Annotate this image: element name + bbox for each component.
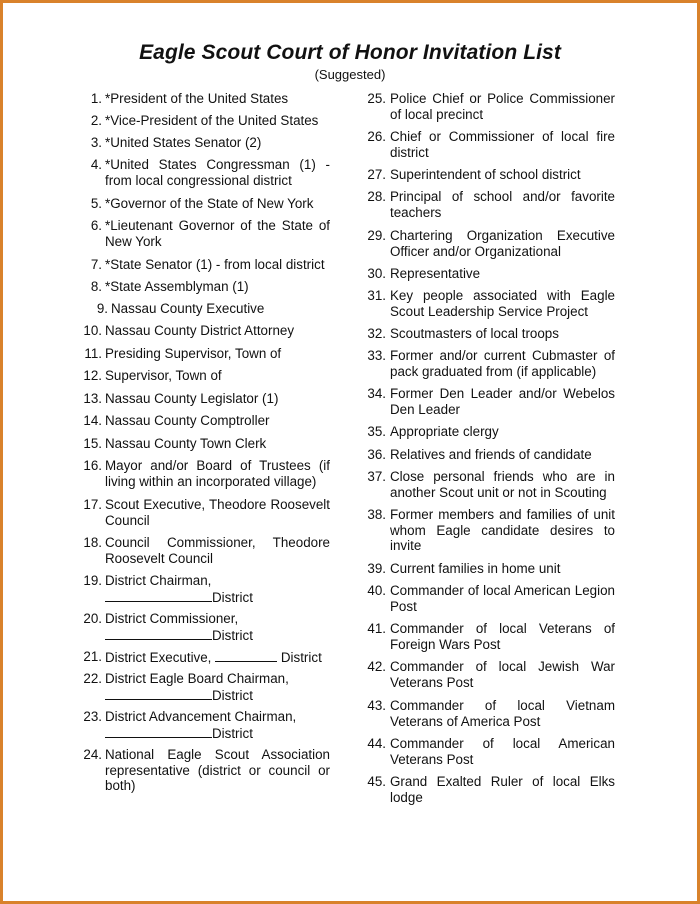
item-number: 33.: [367, 348, 386, 363]
item-text: Nassau County Executive: [111, 301, 265, 316]
item-text: Commander of local American Veterans Post: [390, 736, 615, 767]
item-number: 23.: [83, 709, 102, 724]
item-text: Nassau County Legislator (1): [105, 391, 279, 406]
item-text: *United States Congressman (1) - from local congressional district: [105, 157, 330, 188]
item-text: Commander of local Vietnam Veterans of America Post: [390, 698, 615, 729]
item-number: 18.: [83, 535, 102, 550]
item-text: *Vice-President of the United States: [105, 113, 319, 128]
item-text: District Advancement Chairman,: [105, 709, 297, 724]
item-number: 14.: [83, 413, 102, 428]
item-text: Representative: [390, 266, 481, 281]
item-number: 32.: [367, 326, 386, 341]
item-number: 44.: [367, 736, 386, 751]
item-number: 24.: [83, 747, 102, 762]
fill-in-blank: [105, 589, 212, 602]
item-number: 37.: [367, 469, 386, 484]
item-text: Close personal friends who are in another Scout unit or not in Scouting: [390, 469, 615, 500]
item-number: 41.: [367, 621, 386, 636]
item-text: Council Commissioner, Theodore Roosevelt Council: [105, 535, 330, 566]
item-number: 13.: [83, 391, 102, 406]
item-number: 39.: [367, 561, 386, 576]
item-number: 40.: [367, 583, 386, 598]
item-text: Relatives and friends of candidate: [390, 447, 592, 462]
fill-in-blank: [105, 725, 212, 738]
item-number: 10.: [83, 323, 102, 338]
item-text: Scout Executive, Theodore Roosevelt Council: [105, 497, 330, 528]
list-item: [364, 774, 615, 824]
item-text: Principal of school and/or favorite teachers: [390, 189, 615, 220]
item-number: 34.: [367, 386, 386, 401]
item-number: 5.: [90, 196, 102, 211]
fill-in-blank: [105, 627, 212, 640]
item-number: 16.: [83, 458, 102, 473]
item-number: 38.: [367, 507, 386, 522]
item-text: Scoutmasters of local troops: [390, 326, 559, 341]
item-number: 1.: [90, 91, 102, 106]
item-text: Supervisor, Town of: [105, 368, 222, 383]
document-subtitle: (Suggested): [314, 67, 386, 82]
item-number: 21.: [83, 649, 102, 664]
item-number: 19.: [83, 573, 102, 588]
item-number: 15.: [83, 436, 102, 451]
item-text: Former and/or current Cubmaster of pack graduated from (if applicable): [390, 348, 615, 379]
item-number: 2.: [90, 113, 102, 128]
item-text: Mayor and/or Board of Trustees (if living within an incorporated village): [105, 458, 330, 489]
document-title: Eagle Scout Court of Honor Invitation List: [139, 41, 561, 64]
item-number: 3.: [90, 135, 102, 150]
item-text: Chartering Organization Executive Officer and/or Organizational: [390, 228, 615, 259]
item-text: Appropriate clergy: [390, 424, 499, 439]
item-number: 25.: [367, 91, 386, 106]
item-number: 36.: [367, 447, 386, 462]
item-number: 11.: [84, 346, 102, 361]
item-number: 28.: [367, 189, 386, 204]
item-suffix: District: [212, 725, 253, 741]
item-text: Key people associated with Eagle Scout Leadership Service Project: [390, 288, 615, 319]
fill-in-blank: [105, 687, 212, 700]
item-text: Presiding Supervisor, Town of: [105, 346, 282, 361]
item-suffix: District: [212, 627, 253, 643]
item-number: 42.: [367, 659, 386, 674]
item-text: Current families in home unit: [390, 561, 561, 576]
item-number: 22.: [83, 671, 102, 686]
item-text: Former members and families of unit whom Eagle candidate desires to invite: [390, 507, 615, 553]
item-text: *State Assemblyman (1): [105, 279, 249, 294]
item-number: 29.: [367, 228, 386, 243]
item-suffix: District: [212, 687, 253, 703]
item-text: *President of the United States: [105, 91, 289, 106]
item-number: 43.: [367, 698, 386, 713]
item-text: Former Den Leader and/or Webelos Den Leader: [390, 386, 615, 417]
item-number: 9.: [96, 301, 108, 316]
list-item: [364, 507, 615, 557]
item-text: District Eagle Board Chairman,: [105, 671, 289, 686]
item-number: 45.: [367, 774, 386, 789]
item-suffix: District: [280, 650, 322, 666]
item-text: Nassau County Town Clerk: [105, 436, 267, 451]
item-number: 31.: [367, 288, 386, 303]
item-text: Chief or Commissioner of local fire district: [390, 129, 615, 160]
item-text: Grand Exalted Ruler of local Elks lodge: [390, 774, 615, 805]
fill-in-blank: [215, 649, 277, 662]
item-text: District Executive,: [105, 650, 212, 666]
item-suffix: District: [212, 589, 253, 605]
item-number: 27.: [367, 167, 386, 182]
item-text: *United States Senator (2): [105, 135, 262, 150]
item-text: Commander of local Jewish War Veterans Post: [390, 659, 615, 690]
item-number: 12.: [83, 368, 102, 383]
item-text: National Eagle Scout Association representative (district or council or both): [105, 747, 330, 793]
item-number: 4.: [90, 157, 102, 172]
item-text: Commander of local American Legion Post: [390, 583, 615, 614]
item-text: Nassau County Comptroller: [105, 413, 270, 428]
item-text: Superintendent of school district: [390, 167, 581, 182]
item-number: 7.: [90, 257, 102, 272]
item-number: 30.: [367, 266, 386, 281]
item-text: Nassau County District Attorney: [105, 323, 295, 338]
item-text: *State Senator (1) - from local district: [105, 257, 325, 272]
item-number: 8.: [90, 279, 102, 294]
list-item: [80, 747, 330, 797]
item-text: Commander of local Veterans of Foreign Wars Post: [390, 621, 615, 652]
item-text: Police Chief or Police Commissioner of local precinct: [390, 91, 615, 122]
item-number: 26.: [367, 129, 386, 144]
item-text: District Commissioner,: [105, 611, 239, 626]
item-number: 20.: [83, 611, 102, 626]
item-text: *Lieutenant Governor of the State of New York: [105, 218, 330, 249]
item-text: *Governor of the State of New York: [105, 196, 314, 211]
item-number: 17.: [83, 497, 102, 512]
item-text: District Chairman,: [105, 573, 212, 588]
item-number: 6.: [90, 218, 102, 233]
item-number: 35.: [367, 424, 386, 439]
